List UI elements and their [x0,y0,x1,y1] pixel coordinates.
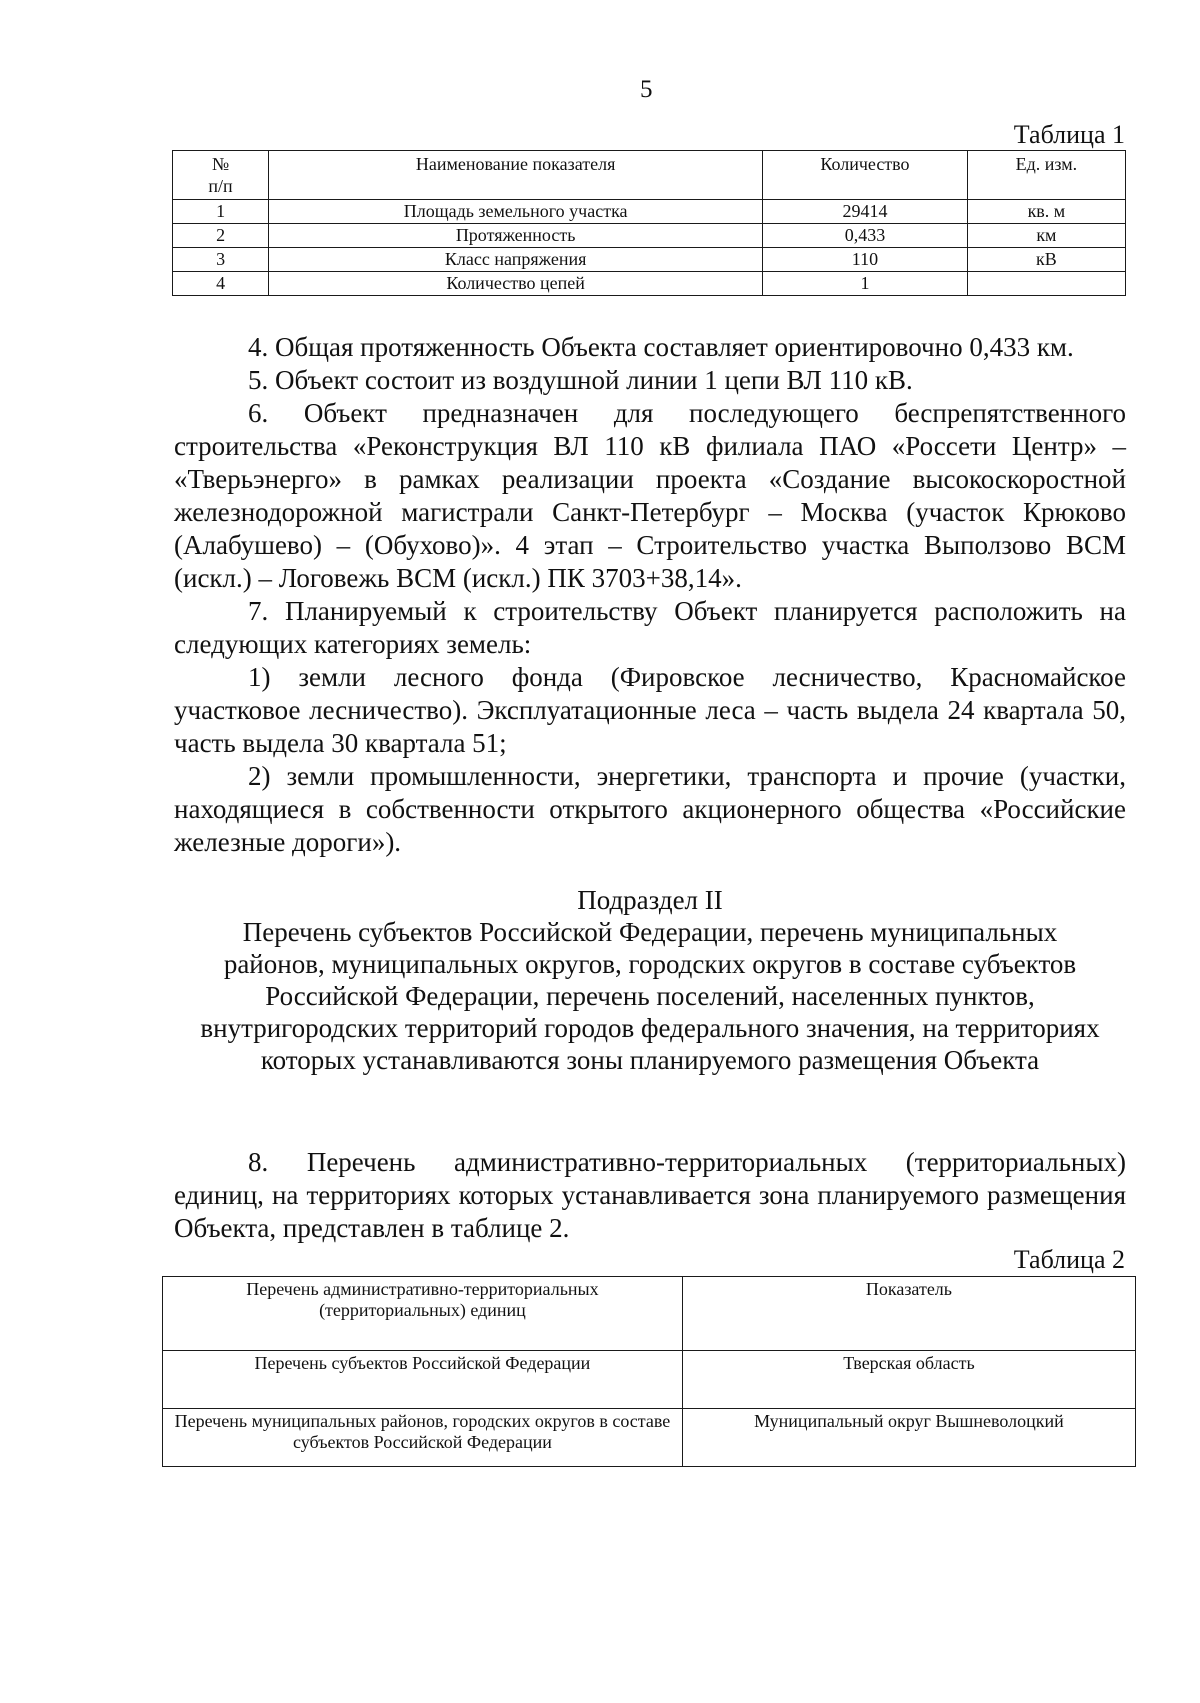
subsection-heading: Перечень субъектов Российской Федерации, перечень муниципальных районов, муниципальных округов, городских округов в составе субъектов Российской Федерации, перечень поселений, населенных пунктов, внутригородских территорий городов федерального значения, на территориях которых устанавливаются зоны планируемого размещения Объекта [200,917,1100,1075]
paragraph-7-item-1: 1) земли лесного фонда (Фировское лесничество, Красномайское участковое лесничество). Эксплуатационные леса – часть выдела 24 квартала 50, часть выдела 30 квартала 51; [174,662,1126,758]
table-cell [967,272,1125,296]
table-cell: Тверская область [682,1351,1135,1409]
table1-header-quantity: Количество [763,151,968,200]
table-cell: 29414 [763,200,968,224]
body-text-section-2 [174,1146,1126,1245]
table-row [173,224,1126,248]
table-row [173,200,1126,224]
table2-header-units: Перечень административно-территориальных (территориальных) единиц [163,1277,683,1351]
subsection-title: Подраздел II [577,885,723,915]
table-cell: 4 [173,272,269,296]
paragraph-7-item-2: 2) земли промышленности, энергетики, транспорта и прочие (участки, находящиеся в собственности открытого акционерного общества «Российские железные дороги»). [174,761,1126,857]
table2 [162,1276,1136,1467]
table1 [172,150,1126,296]
table1-header-indicator: Наименование показателя [269,151,763,200]
subsection-block [190,884,1110,1076]
table-cell: Муниципальный округ Вышневолоцкий [682,1409,1135,1467]
table-cell: 0,433 [763,224,968,248]
table-cell: 1 [763,272,968,296]
table-row [163,1351,1136,1409]
table-cell: Протяженность [269,224,763,248]
table1-header-number: № п/п [173,151,269,200]
table-cell: Перечень муниципальных районов, городских округов в составе субъектов Российской Федерации [163,1409,683,1467]
table-cell: кВ [967,248,1125,272]
table1-header-row [173,151,1126,200]
table2-caption: Таблица 2 [1013,1245,1125,1274]
paragraph-7: 7. Планируемый к строительству Объект планируется расположить на следующих категориях земель: [174,596,1126,659]
table-row [173,248,1126,272]
page-number: 5 [640,76,653,103]
paragraph-8: 8. Перечень административно-территориальных (территориальных) единиц, на территориях которых устанавливается зона планируемого размещения Объекта, представлен в таблице 2. [174,1147,1126,1243]
body-text-section-1 [174,331,1126,859]
paragraph-5: 5. Объект состоит из воздушной линии 1 цепи ВЛ 110 кВ. [248,365,913,395]
table1-caption: Таблица 1 [1013,120,1125,149]
table-cell: кв. м [967,200,1125,224]
table-row [163,1409,1136,1467]
table-cell: Площадь земельного участка [269,200,763,224]
table-cell: Класс напряжения [269,248,763,272]
table-cell: 110 [763,248,968,272]
table1-header-unit: Ед. изм. [967,151,1125,200]
paragraph-4: 4. Общая протяженность Объекта составляет ориентировочно 0,433 км. [248,332,1074,362]
table-cell: Количество цепей [269,272,763,296]
table-cell: 1 [173,200,269,224]
table2-header-row [163,1277,1136,1351]
table-row [173,272,1126,296]
paragraph-6: 6. Объект предназначен для последующего беспрепятственного строительства «Реконструкция ВЛ 110 кВ филиала ПАО «Россети Центр» – «Тверьэнерго» в рамках реализации проекта «Создание высокоскоростной железнодорожной магистрали Санкт-Петербург – Москва (участок Крюково (Алабушево) – (Обухово)». 4 этап – Строительство участка Выползово ВСМ (искл.) – Логовежь ВСМ (искл.) ПК 3703+38,14». [174,398,1126,593]
table-cell: 3 [173,248,269,272]
table2-header-indicator: Показатель [682,1277,1135,1351]
table-cell: 2 [173,224,269,248]
table-cell: Перечень субъектов Российской Федерации [163,1351,683,1409]
table-cell: км [967,224,1125,248]
